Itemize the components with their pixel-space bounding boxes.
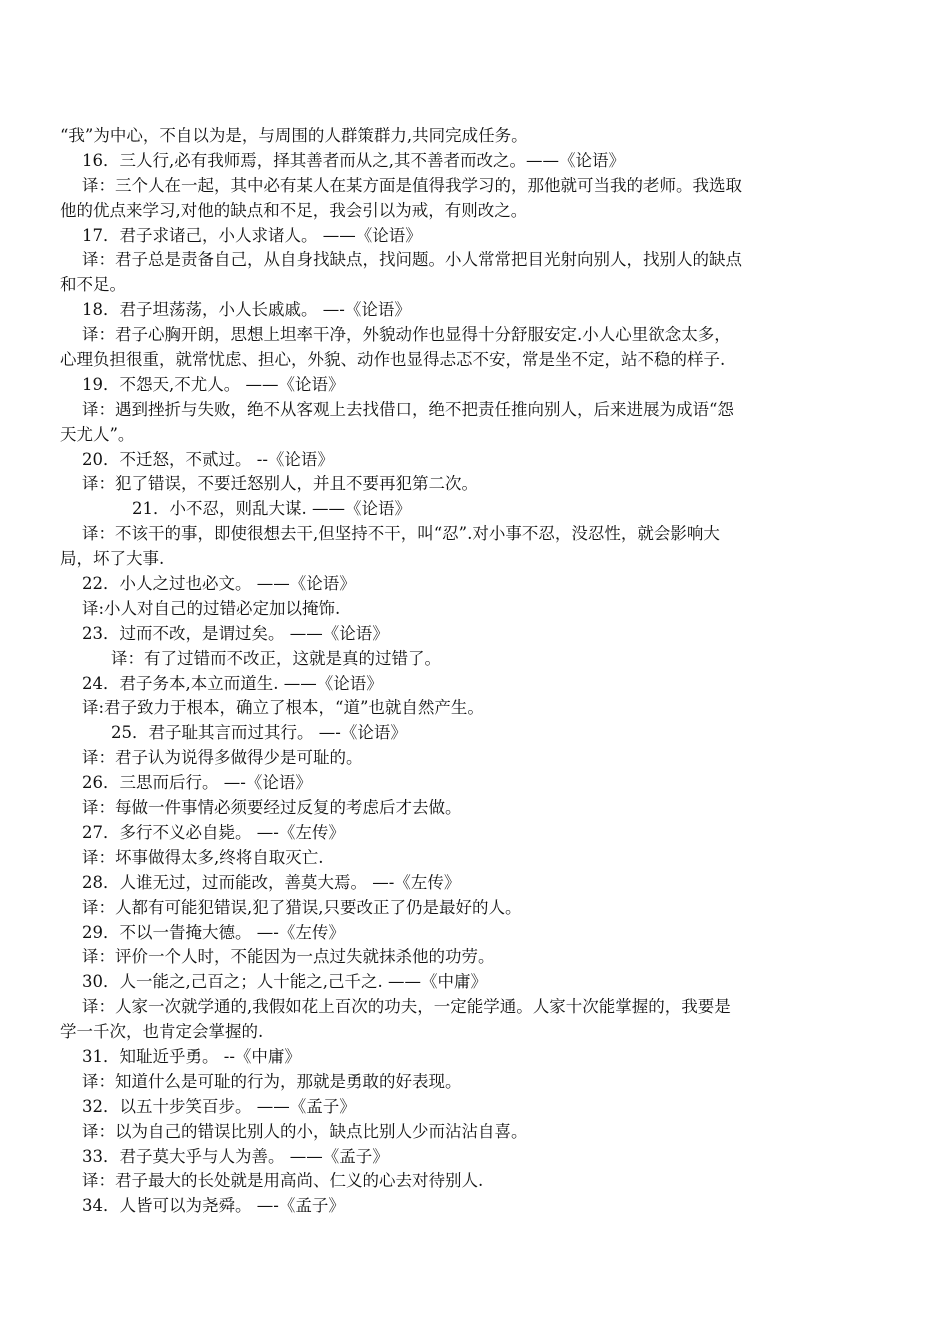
translation-27: 译：坏事做得太多,终将自取灭亡. — [82, 847, 324, 867]
translation-26: 译：每做一件事情必须要经过反复的考虑后才去做。 — [82, 798, 462, 818]
translation-20: 译：犯了错误，不要迁怒别人，并且不要再犯第二次。 — [82, 474, 478, 494]
translation-29: 译：评价一个人时，不能因为一点过失就抹杀他的功劳。 — [82, 947, 495, 967]
quote-18: 18．君子坦荡荡，小人长戚戚。 —-《论语》 — [82, 300, 411, 320]
quote-25: 25．君子耻其言而过其行。 —-《论语》 — [111, 723, 407, 743]
quote-19: 19．不怨天,不尤人。 ——《论语》 — [82, 374, 345, 394]
text-line: “我”为中心，不自以为是，与周围的人群策群力,共同完成任务。 — [60, 126, 528, 145]
translation-23: 译：有了过错而不改正，这就是真的过错了。 — [111, 648, 441, 668]
quote-22: 22．小人之过也必文。 ——《论语》 — [82, 574, 356, 594]
quote-31: 31．知耻近乎勇。 --《中庸》 — [82, 1046, 301, 1066]
translation-32: 译：以为自己的错误比别人的小，缺点比别人少而沾沾自喜。 — [82, 1121, 528, 1141]
quote-29: 29．不以一眚掩大德。 —-《左传》 — [82, 922, 345, 942]
quote-32: 32．以五十步笑百步。 ——《孟子》 — [82, 1096, 356, 1116]
quote-26: 26．三思而后行。 —-《论语》 — [82, 773, 312, 793]
text-line: 心理负担很重，就常忧虑、担心，外貌、动作也显得忐忑不安，常是坐不定，站不稳的样子. — [60, 350, 726, 370]
text-line: 局，坏了大事. — [60, 549, 165, 569]
quote-17: 17．君子求诸己，小人求诸人。 ——《论语》 — [82, 225, 422, 245]
quote-21: 21．小不忍，则乱大谋. ——《论语》 — [132, 499, 411, 519]
document-page — [60, 124, 850, 1219]
quote-23: 23．过而不改，是谓过矣。 ——《论语》 — [82, 623, 389, 643]
quote-27: 27．多行不义必自毙。 —-《左传》 — [82, 822, 345, 842]
text-line: 天尤人”。 — [60, 424, 135, 444]
translation-17: 译：君子总是责备自己，从自身找缺点，找问题。小人常常把目光射向别人，找别人的缺点 — [82, 250, 742, 270]
translation-22: 译:小人对自己的过错必定加以掩饰. — [82, 598, 341, 618]
translation-24: 译:君子致力于根本，确立了根本，“道”也就自然产生。 — [82, 698, 484, 718]
text-line: 他的优点来学习,对他的缺点和不足，我会引以为戒，有则改之。 — [60, 200, 528, 220]
translation-19: 译：遇到挫折与失败，绝不从客观上去找借口，绝不把责任推向别人，后来进展为成语“怨 — [82, 399, 734, 419]
quote-24: 24．君子务本,本立而道生. ——《论语》 — [82, 673, 383, 693]
translation-18: 译：君子心胸开朗，思想上坦率干净，外貌动作也显得十分舒服安定.小人心里欲念太多， — [82, 325, 731, 345]
translation-21: 译：不该干的事，即使很想去干,但坚持不干，叫“忍”.对小事不忍，没忍性，就会影响大 — [82, 524, 720, 544]
quote-30: 30．人一能之,己百之；人十能之,己千之. ——《中庸》 — [82, 972, 487, 992]
translation-28: 译：人都有可能犯错误,犯了猎误,只要改正了仍是最好的人。 — [82, 897, 522, 917]
quote-28: 28．人谁无过，过而能改，善莫大焉。 —-《左传》 — [82, 872, 461, 892]
translation-33: 译：君子最大的长处就是用高尚、仁义的心去对待别人. — [82, 1171, 484, 1191]
translation-31: 译：知道什么是可耻的行为，那就是勇敢的好表现。 — [82, 1071, 462, 1091]
translation-30: 译：人家一次就学通的,我假如花上百次的功夫，一定能学通。人家十次能掌握的，我要是 — [82, 997, 731, 1017]
quote-16: 16．三人行,必有我师焉，择其善者而从之,其不善者而改之。——《论语》 — [82, 150, 625, 170]
text-line: 和不足。 — [60, 275, 126, 295]
text-line: 学一千次，也肯定会掌握的. — [60, 1022, 264, 1042]
quote-20: 20．不迁怒，不贰过。 --《论语》 — [82, 449, 334, 469]
quote-33: 33．君子莫大乎与人为善。 ——《孟子》 — [82, 1146, 389, 1166]
translation-25: 译：君子认为说得多做得少是可耻的。 — [82, 748, 363, 768]
quote-34: 34．人皆可以为尧舜。 —-《孟子》 — [82, 1196, 345, 1216]
translation-16: 译：三个人在一起，其中必有某人在某方面是值得我学习的，那他就可当我的老师。我选取 — [82, 175, 742, 195]
